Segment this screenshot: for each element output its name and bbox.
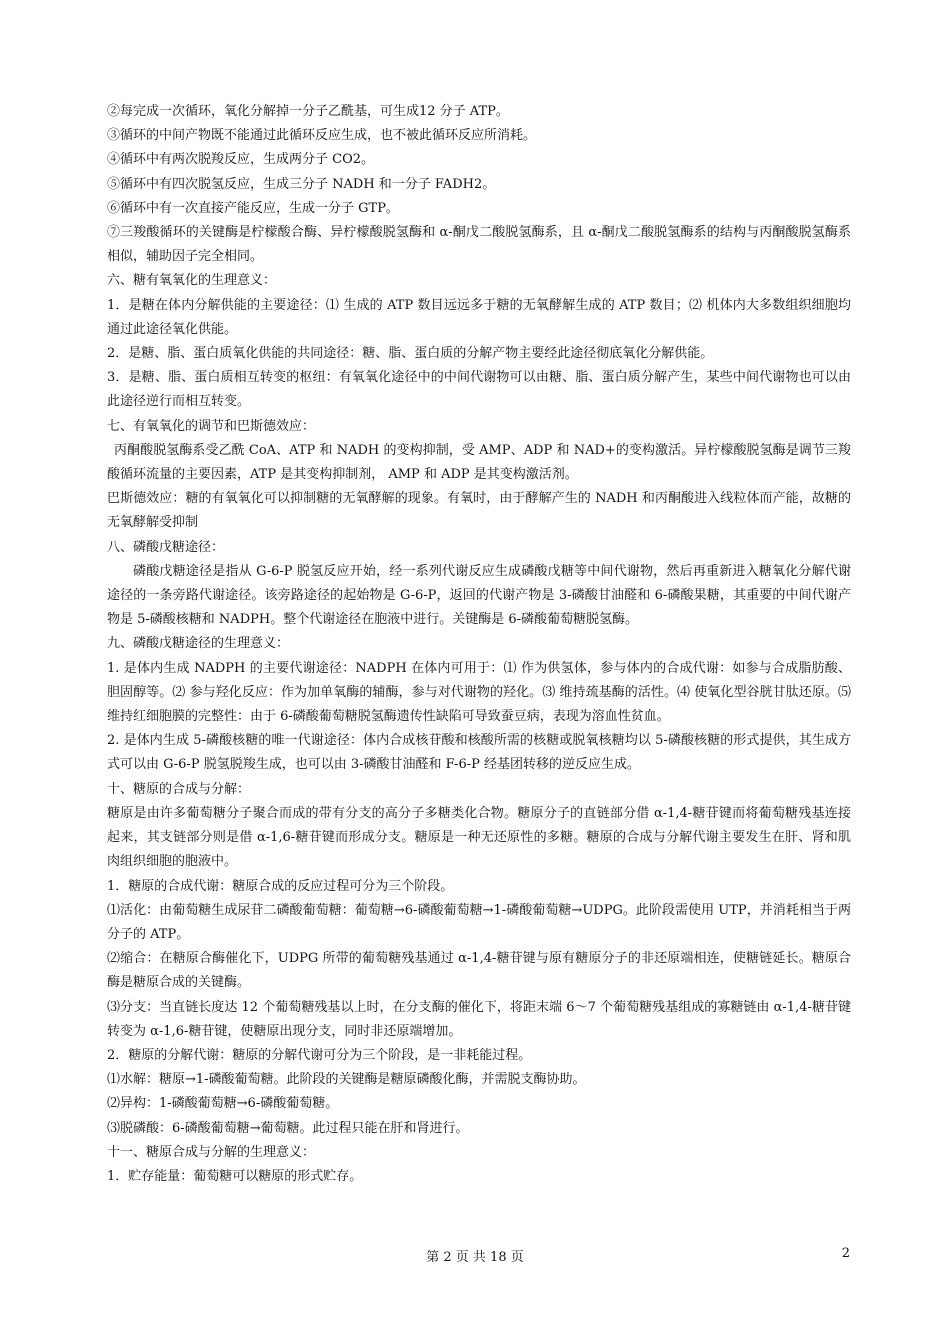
- section-heading: 十、糖原的合成与分解：: [107, 781, 251, 797]
- paragraph: ⑵缩合：在糖原合酶催化下，UDPG 所带的葡萄糖残基通过 α-1,4-糖苷键与原有糖原分子的非还原端相连，使糖链延长。糖原合酶是糖原合成的关键酶。: [107, 951, 851, 991]
- paragraph: ⑵异构：1-磷酸葡萄糖→6-磷酸葡萄糖。: [107, 1096, 339, 1112]
- page-indicator: 第 2 页 共 18 页: [426, 1250, 524, 1265]
- paragraph: ⑴水解：糖原→1-磷酸葡萄糖。此阶段的关键酶是糖原磷酸化酶，并需脱支酶协助。: [107, 1072, 586, 1088]
- page-number: 2: [841, 1246, 850, 1261]
- paragraph: ⑴活化：由葡萄糖生成尿苷二磷酸葡萄糖：葡萄糖→6-磷酸葡萄糖→1-磷酸葡萄糖→UDPG。此阶段需使用 UTP，并消耗相当于两分子的 ATP。: [107, 902, 851, 942]
- paragraph: ⑥循环中有一次直接产能反应，生成一分子 GTP。: [107, 200, 399, 216]
- paragraph: 1．糖原的合成代谢：糖原合成的反应过程可分为三个阶段。: [107, 878, 454, 894]
- paragraph: 巴斯德效应：糖的有氧氧化可以抑制糖的无氧酵解的现象。有氧时，由于酵解产生的 NADH 和丙酮酸进入线粒体而产能，故糖的无氧酵解受抑制: [107, 491, 851, 531]
- paragraph: 1．是糖在体内分解供能的主要途径：⑴ 生成的 ATP 数目远远多于糖的无氧酵解生成的 ATP 数目；⑵ 机体内大多数组织细胞均通过此途径氧化供能。: [107, 297, 851, 337]
- paragraph: 磷酸戊糖途径是指从 G-6-P 脱氢反应开始，经一系列代谢反应生成磷酸戊糖等中间代谢物，然后再重新进入糖氧化分解代谢途径的一条旁路代谢途径。该旁路途径的起始物是 G-6-P，返回的代谢产物是 3-磷酸甘油醛和 6-磷酸果糖，其重要的中间代谢产物是 5-磷酸核糖和 NADPH。整个代谢途径在胞液中进行。关键酶是 6-磷酸葡萄糖脱氢酶。: [107, 563, 851, 628]
- paragraph: 2．糖原的分解代谢：糖原的分解代谢可分为三个阶段，是一非耗能过程。: [107, 1047, 532, 1063]
- paragraph: ⑶脱磷酸：6-磷酸葡萄糖→葡萄糖。此过程只能在肝和肾进行。: [107, 1120, 469, 1136]
- paragraph: 丙酮酸脱氢酶系受乙酰 CoA、ATP 和 NADH 的变构抑制，受 AMP、ADP 和 NAD+的变构激活。异柠檬酸脱氢酶是调节三羧酸循环流量的主要因素，ATP 是其变构抑制剂， AMP 和 ADP 是其变构激活剂。: [107, 442, 851, 483]
- paragraph: 2．是糖、脂、蛋白质氧化供能的共同途径：糖、脂、蛋白质的分解产物主要经此途径彻底氧化分解供能。: [107, 346, 714, 362]
- paragraph: ④循环中有两次脱羧反应，生成两分子 CO2。: [107, 152, 375, 168]
- section-heading: 六、糖有氧氧化的生理意义：: [107, 273, 277, 289]
- paragraph: ③循环的中间产物既不能通过此循环反应生成，也不被此循环反应所消耗。: [107, 128, 537, 144]
- paragraph: 1．贮存能量：葡萄糖可以糖原的形式贮存。: [107, 1168, 363, 1184]
- paragraph: 3．是糖、脂、蛋白质相互转变的枢纽：有氧氧化途径中的中间代谢物可以由糖、脂、蛋白质分解产生，某些中间代谢物也可以由此途径逆行而相互转变。: [107, 370, 851, 410]
- paragraph: ⑶分支：当直链长度达 12 个葡萄糖残基以上时，在分支酶的催化下，将距末端 6～7 个葡萄糖残基组成的寡糖链由 α-1,4-糖苷键转变为 α-1,6-糖苷键，使糖原出现分支，同时非还原端增加。: [107, 999, 851, 1039]
- paragraph: 糖原是由许多葡萄糖分子聚合而成的带有分支的高分子多糖类化合物。糖原分子的直链部分借 α-1,4-糖苷键而将葡萄糖残基连接起来，其支链部分则是借 α-1,6-糖苷键而形成分支。糖原是一种无还原性的多糖。糖原的合成与分解代谢主要发生在肝、肾和肌肉组织细胞的胞液中。: [107, 805, 851, 870]
- paragraph: ⑤循环中有四次脱氢反应，生成三分子 NADH 和一分子 FADH2。: [107, 176, 496, 192]
- section-heading: 八、磷酸戊糖途径：: [107, 539, 225, 555]
- section-heading: 七、有氧氧化的调节和巴斯德效应：: [107, 418, 316, 434]
- section-heading: 九、磷酸戊糖途径的生理意义：: [107, 636, 290, 652]
- document-body: [107, 100, 851, 1189]
- paragraph: 2. 是体内生成 5-磷酸核糖的唯一代谢途径：体内合成核苷酸和核酸所需的核糖或脱氧核糖均以 5-磷酸核糖的形式提供，其生成方式可以由 G-6-P 脱氢脱羧生成，也可以由 3-磷酸甘油醛和 F-6-P 经基团转移的逆反应生成。: [107, 733, 851, 773]
- paragraph: ⑦三羧酸循环的关键酶是柠檬酸合酶、异柠檬酸脱氢酶和 α-酮戊二酸脱氢酶系，且 α-酮戊二酸脱氢酶系的结构与丙酮酸脱氢酶系相似，辅助因子完全相同。: [107, 225, 851, 265]
- paragraph: ②每完成一次循环，氧化分解掉一分子乙酰基，可生成12 分子 ATP。: [107, 104, 509, 119]
- page-footer: [0, 1246, 950, 1266]
- paragraph: 1. 是体内生成 NADPH 的主要代谢途径：NADPH 在体内可用于：⑴ 作为供氢体，参与体内的合成代谢：如参与合成脂肪酸、胆固醇等。⑵ 参与羟化反应：作为加单氧酶的辅酶，参与对代谢物的羟化。⑶ 维持巯基酶的活性。⑷ 使氧化型谷胱甘肽还原。⑸ 维持红细胞膜的完整性：由于 6-磷酸葡萄糖脱氢酶遗传性缺陷可导致蚕豆病，表现为溶血性贫血。: [107, 660, 851, 725]
- section-heading: 十一、糖原合成与分解的生理意义：: [107, 1144, 316, 1160]
